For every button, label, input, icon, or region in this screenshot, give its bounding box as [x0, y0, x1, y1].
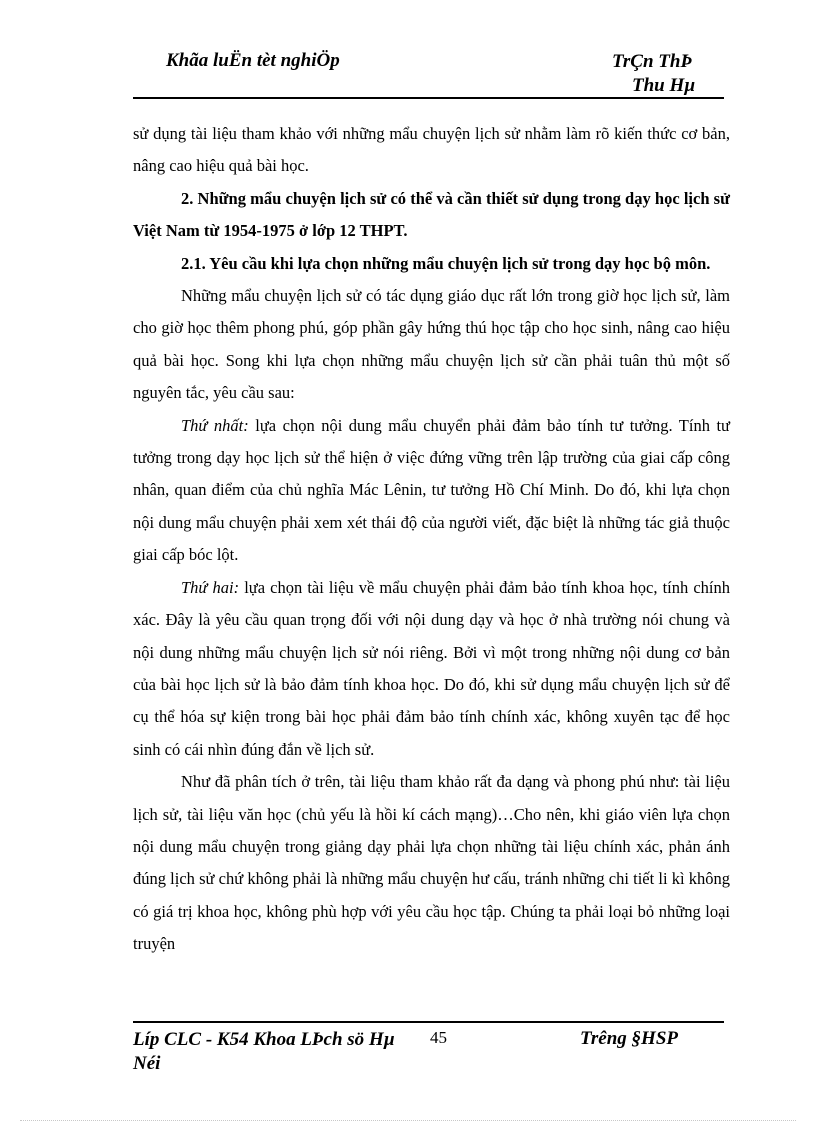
header-right-line2: Thu Hµ — [632, 75, 696, 96]
paragraph-2 — [133, 410, 730, 572]
paragraph-3-text: lựa chọn tài liệu về mẩu chuyện phải đảm bảo tính khoa học, tính chính xác. Đây là yêu cầu quan trọng đối với nội dung dạy và học ở nhà trường nói chung và nội dung những mẩu chuyện lịch sử nói riêng. Bởi vì một trong những nội dung cơ bản của bài học lịch sử là bảo đảm tính khoa học. Do đó, khi sử dụng mẩu chuyện lịch sử để cụ thể hóa sự kiện trong bài học phải đảm bảo tính chính xác, không xuyên tạc để học sinh có cái nhìn đúng đắn về lịch sử. — [133, 577, 730, 759]
header-left: Khãa luËn tèt nghiÖp — [166, 50, 340, 71]
paragraph-3 — [133, 572, 730, 766]
footer-left: Líp CLC - K54 Khoa LÞch sö Hµ Néi — [133, 1029, 395, 1074]
header-right-line1: TrÇn ThÞ — [612, 51, 693, 72]
page-body — [133, 118, 730, 961]
paragraph-3-label: Thứ hai: — [181, 577, 240, 597]
section-heading-2: 2. Những mẩu chuyện lịch sử có thể và cần thiết sử dụng trong dạy học lịch sử Việt Nam từ 1954-1975 ở lớp 12 THPT. — [133, 188, 730, 241]
paragraph-2-label: Thứ nhất: — [181, 415, 249, 435]
page-edge-divider — [20, 1120, 796, 1121]
header-right — [612, 50, 695, 98]
paragraph-continued: sử dụng tài liệu tham khảo với những mẩu chuyện lịch sử nhằm làm rõ kiến thức cơ bản, nâng cao hiệu quả bài học. — [133, 124, 730, 176]
footer-rule — [133, 1021, 724, 1023]
header-rule — [133, 97, 724, 99]
paragraph-1: Những mẩu chuyện lịch sử có tác dụng giáo dục rất lớn trong giờ học lịch sử, làm cho giờ học thêm phong phú, góp phần gây hứng thú học tập cho học sinh, nâng cao hiệu quả bài học. Song khi lựa chọn những mẩu chuyện lịch sử cần phải tuân thủ một số nguyên tắc, yêu cầu sau: — [133, 286, 730, 403]
page-number: 45 — [430, 1028, 447, 1047]
footer-right: Trêng §HSP — [580, 1028, 678, 1049]
paragraph-4: Như đã phân tích ở trên, tài liệu tham khảo rất đa dạng và phong phú như: tài liệu lịch sử, tài liệu văn học (chủ yếu là hồi kí cách mạng)…Cho nên, khi giáo viên lựa chọn nội dung mẩu chuyện trong giảng dạy phải lựa chọn những tài liệu chính xác, phản ánh đúng lịch sử chứ không phải là những mẩu chuyện hư cấu, tránh những chi tiết li kì không có giá trị khoa học, không phù hợp với yêu cầu học tập. Chúng ta phải loại bỏ những loại truyện — [133, 772, 730, 954]
paragraph-2-text: lựa chọn nội dung mẩu chuyển phải đảm bảo tính tư tưởng. Tính tư tưởng trong dạy học lịch sử thể hiện ở việc đứng vững trên lập trường của giai cấp công nhân, quan điểm của chủ nghĩa Mác Lênin, tư tưởng Hồ Chí Minh. Do đó, khi lựa chọn nội dung mẩu chuyện phải xem xét thái độ của người viết, đặc biệt là những tác giả thuộc giai cấp bóc lột. — [133, 415, 730, 565]
section-heading-2-1: 2.1. Yêu cầu khi lựa chọn những mẩu chuyện lịch sử trong dạy học bộ môn. — [181, 253, 711, 273]
